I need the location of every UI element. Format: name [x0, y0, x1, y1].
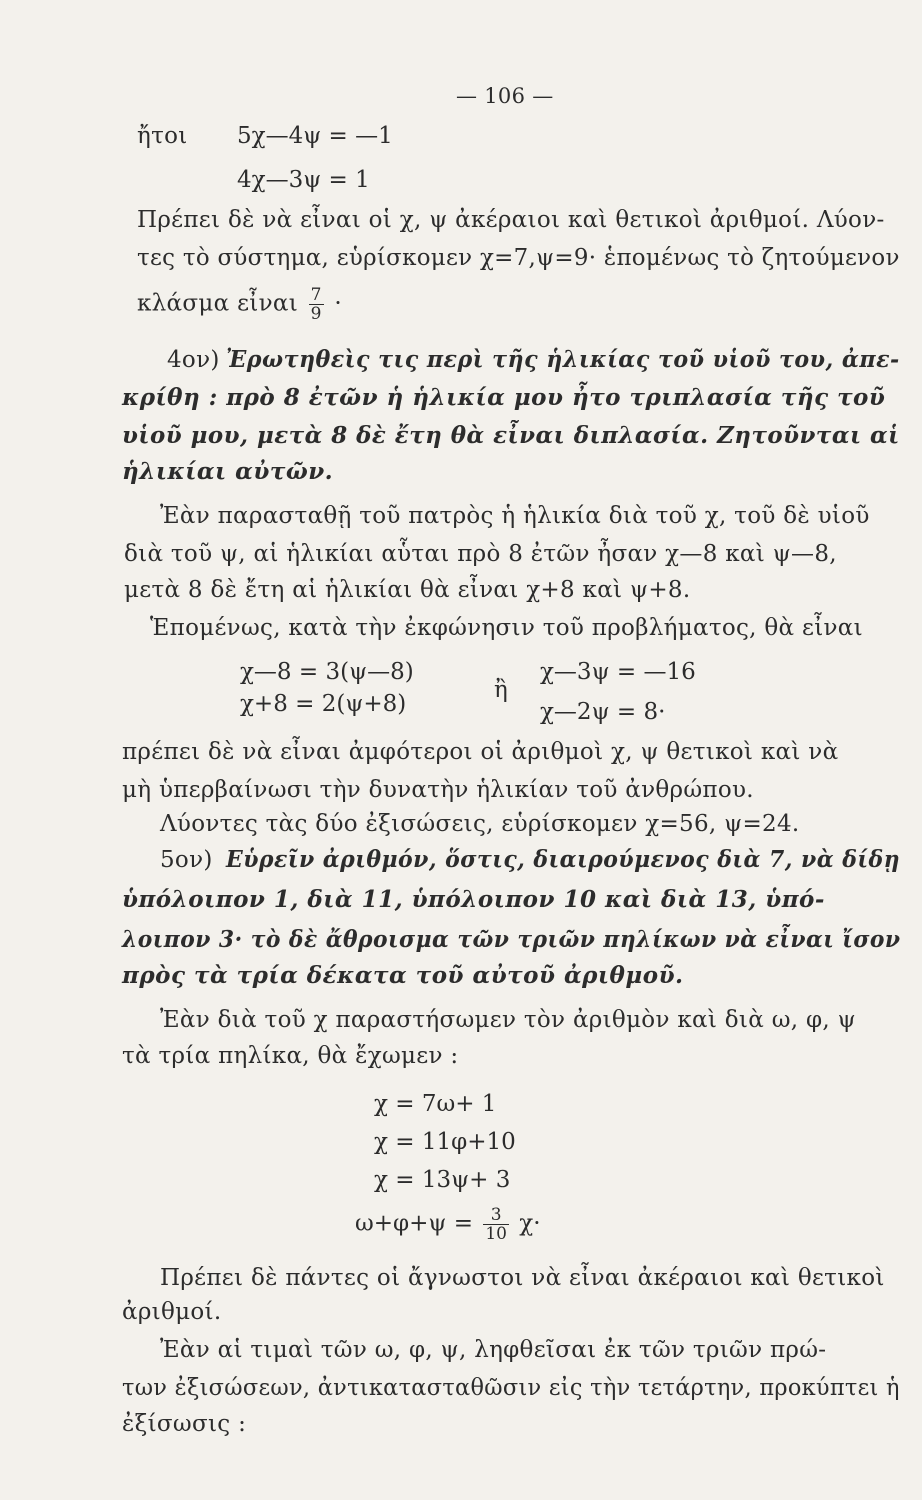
paragraph-4-line-1: Ἐὰν διὰ τοῦ χ παραστήσωμεν τὸν ἀριθμὸν καὶ διὰ ω, φ, ψ: [160, 1007, 856, 1033]
fraction-3-10: [483, 1206, 509, 1243]
problem-5-line-4: πρὸς τὰ τρία δέκατα τοῦ αὐτοῦ ἀριθμοῦ.: [122, 962, 684, 989]
paragraph-3-line-1: πρέπει δὲ νὰ εἶναι ἀμφότεροι οἱ ἀριθμοὶ χ, ψ θετικοὶ καὶ νὰ: [122, 739, 839, 765]
paragraph-1-line-2: τες τὸ σύστημα, εὑρίσκομεν χ=7,ψ=9· ἑπομένως τὸ ζητούμενον: [137, 245, 900, 271]
paragraph-5-line-2: ἀριθμοί.: [122, 1299, 222, 1325]
paragraph-4-line-2: τὰ τρία πηλίκα, θὰ ἔχωμεν :: [122, 1043, 459, 1069]
equation-x-7w: χ = 7ω+ 1: [374, 1091, 497, 1117]
paragraph-6-line-3: ἐξίσωσις :: [122, 1411, 247, 1437]
problem-5-line-3: λοιπον 3· τὸ δὲ ἄθροισμα τῶν τριῶν πηλίκων νὰ εἶναι ἴσον: [122, 926, 901, 953]
equation-x-11f: χ = 11φ+10: [374, 1129, 516, 1155]
paragraph-2-line-3: μετὰ 8 δὲ ἔτη αἱ ἡλικίαι θὰ εἶναι χ+8 καὶ ψ+8.: [124, 577, 691, 603]
sum-right-side: χ·: [519, 1210, 541, 1237]
page-number: — 106 —: [456, 84, 554, 108]
system-or-word: ἢ: [494, 677, 508, 703]
equation-sum-quotients: [355, 1206, 541, 1243]
problem-4-line-4: ἡλικίαι αὐτῶν.: [122, 458, 334, 485]
paragraph-1-line-3: [137, 286, 342, 323]
fraction-lead-text: κλάσμα εἶναι: [137, 290, 299, 317]
fraction-numerator: 7: [310, 285, 322, 305]
system-right-eq-1: χ—3ψ = —16: [540, 659, 696, 685]
problem-4-number: 4ον): [167, 347, 220, 373]
problem-5-line-2: ὑπόλοιπον 1, διὰ 11, ὑπόλοιπον 10 καὶ διὰ 13, ὑπό-: [122, 886, 825, 913]
line-intro-word: ἤτοι: [137, 123, 188, 149]
problem-4-line-3: υἱοῦ μου, μετὰ 8 δὲ ἔτη θὰ εἶναι διπλασία. Ζητοῦνται αἱ: [122, 422, 900, 449]
problem-4-line-1: Ἐρωτηθεὶς τις περὶ τῆς ἡλικίας τοῦ υἱοῦ του, ἀπε-: [226, 346, 900, 373]
paragraph-2-line-4: Ἑπομένως, κατὰ τὴν ἐκφώνησιν τοῦ προβλήματος, θὰ εἶναι: [150, 615, 863, 641]
paragraph-2-line-1: Ἐὰν παρασταθῇ τοῦ πατρὸς ἡ ἡλικία διὰ τοῦ χ, τοῦ δὲ υἱοῦ: [160, 503, 870, 529]
problem-5-number: 5ον): [160, 847, 213, 873]
problem-4-line-2: κρίθη : πρὸ 8 ἐτῶν ἡ ἡλικία μου ἦτο τριπλασία τῆς τοῦ: [122, 384, 886, 411]
sum-left-side: ω+φ+ψ =: [355, 1210, 474, 1237]
equation-2: 4χ—3ψ = 1: [237, 167, 370, 193]
fraction-denominator: 9: [310, 304, 322, 324]
paragraph-6-line-2: των ἐξισώσεων, ἀντικατασταθῶσιν εἰς τὴν τετάρτην, προκύπτει ἡ: [122, 1375, 900, 1401]
system-right-eq-2: χ—2ψ = 8·: [540, 699, 666, 725]
paragraph-6-line-1: Ἐὰν αἱ τιμαὶ τῶν ω, φ, ψ, ληφθεῖσαι ἐκ τῶν τριῶν πρώ-: [160, 1337, 827, 1363]
system-left-eq-1: χ—8 = 3(ψ—8): [240, 659, 414, 685]
system-left-eq-2: χ+8 = 2(ψ+8): [240, 691, 407, 717]
paragraph-3-line-3: Λύοντες τὰς δύο ἐξισώσεις, εὑρίσκομεν χ=56, ψ=24.: [160, 811, 800, 837]
paragraph-3-line-2: μὴ ὑπερβαίνωσι τὴν δυνατὴν ἡλικίαν τοῦ ἀνθρώπου.: [122, 777, 754, 803]
fraction-7-9: [309, 286, 324, 323]
problem-5-line-1: Εὑρεῖν ἀριθμόν, ὅστις, διαιρούμενος διὰ 7, νὰ δίδῃ: [226, 846, 901, 873]
fraction-denominator: 10: [485, 1224, 507, 1244]
paragraph-5-line-1: Πρέπει δὲ πάντες οἱ ἄγνωστοι νὰ εἶναι ἀκέραιοι καὶ θετικοὶ: [160, 1265, 885, 1291]
paragraph-2-line-2: διὰ τοῦ ψ, αἱ ἡλικίαι αὗται πρὸ 8 ἐτῶν ἦσαν χ—8 καὶ ψ—8,: [124, 541, 837, 567]
equation-1: 5χ—4ψ = —1: [237, 123, 393, 149]
equation-x-13p: χ = 13ψ+ 3: [374, 1167, 511, 1193]
paragraph-1-line-1: Πρέπει δὲ νὰ εἶναι οἱ χ, ψ ἀκέραιοι καὶ θετικοὶ ἀριθμοί. Λύον-: [137, 207, 885, 233]
fraction-numerator: 3: [483, 1206, 509, 1225]
fraction-end: ·: [334, 290, 343, 317]
